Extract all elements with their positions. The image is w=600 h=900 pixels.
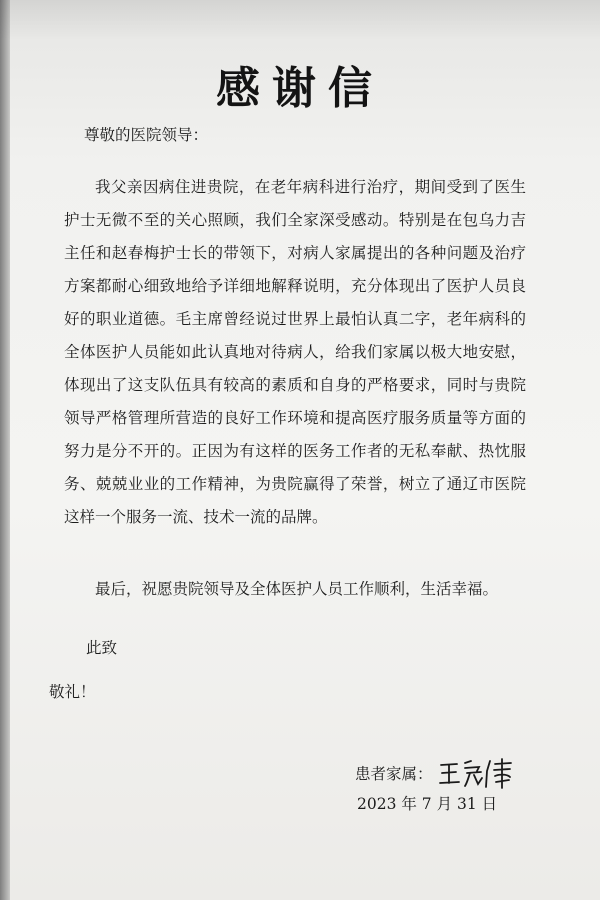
- closing-text: 此致: [86, 639, 118, 657]
- letter-title: 感谢信: [216, 63, 384, 114]
- letter-date: 2023 年 7 月 31 日: [357, 795, 498, 813]
- signature-line: [355, 755, 515, 791]
- wish-paragraph: 最后，祝愿贵院领导及全体医护人员工作顺利，生活幸福。: [95, 580, 499, 598]
- signer-label: 患者家属：: [355, 765, 433, 783]
- body-paragraph: 我父亲因病住进贵院，在老年病科进行治疗，期间受到了医生护士无微不至的关心照顾，我们全家深受感动。特别是在包乌力吉主任和赵春梅护士长的带领下，对病人家属提出的各种问题及治疗方案都耐心细致地给予详细地解释说明，充分体现出了医护人员良好的职业道德。毛主席曾经说过世界上最怕认真二字，老年病科的全体医护人员能如此认真地对待病人，给我们家属以极大地安慰，体现出了这支队伍具有较高的素质和自身的严格要求，同时与贵院领导严格管理所营造的良好工作环境和提高医疗服务质量等方面的努力是分不开的。正因为有这样的医务工作者的无私奉献、热忱服务、兢兢业业的工作精神，为贵院赢得了荣誉，树立了通辽市医院这样一个服务一流、技术一流的品牌。: [64, 178, 526, 526]
- salutation: 尊敬的医院领导：: [84, 126, 209, 144]
- page-edge-shadow: [0, 0, 10, 900]
- handwritten-signature: [437, 755, 515, 791]
- page-top-shadow: [0, 0, 600, 40]
- regards-text: 敬礼！: [49, 683, 96, 701]
